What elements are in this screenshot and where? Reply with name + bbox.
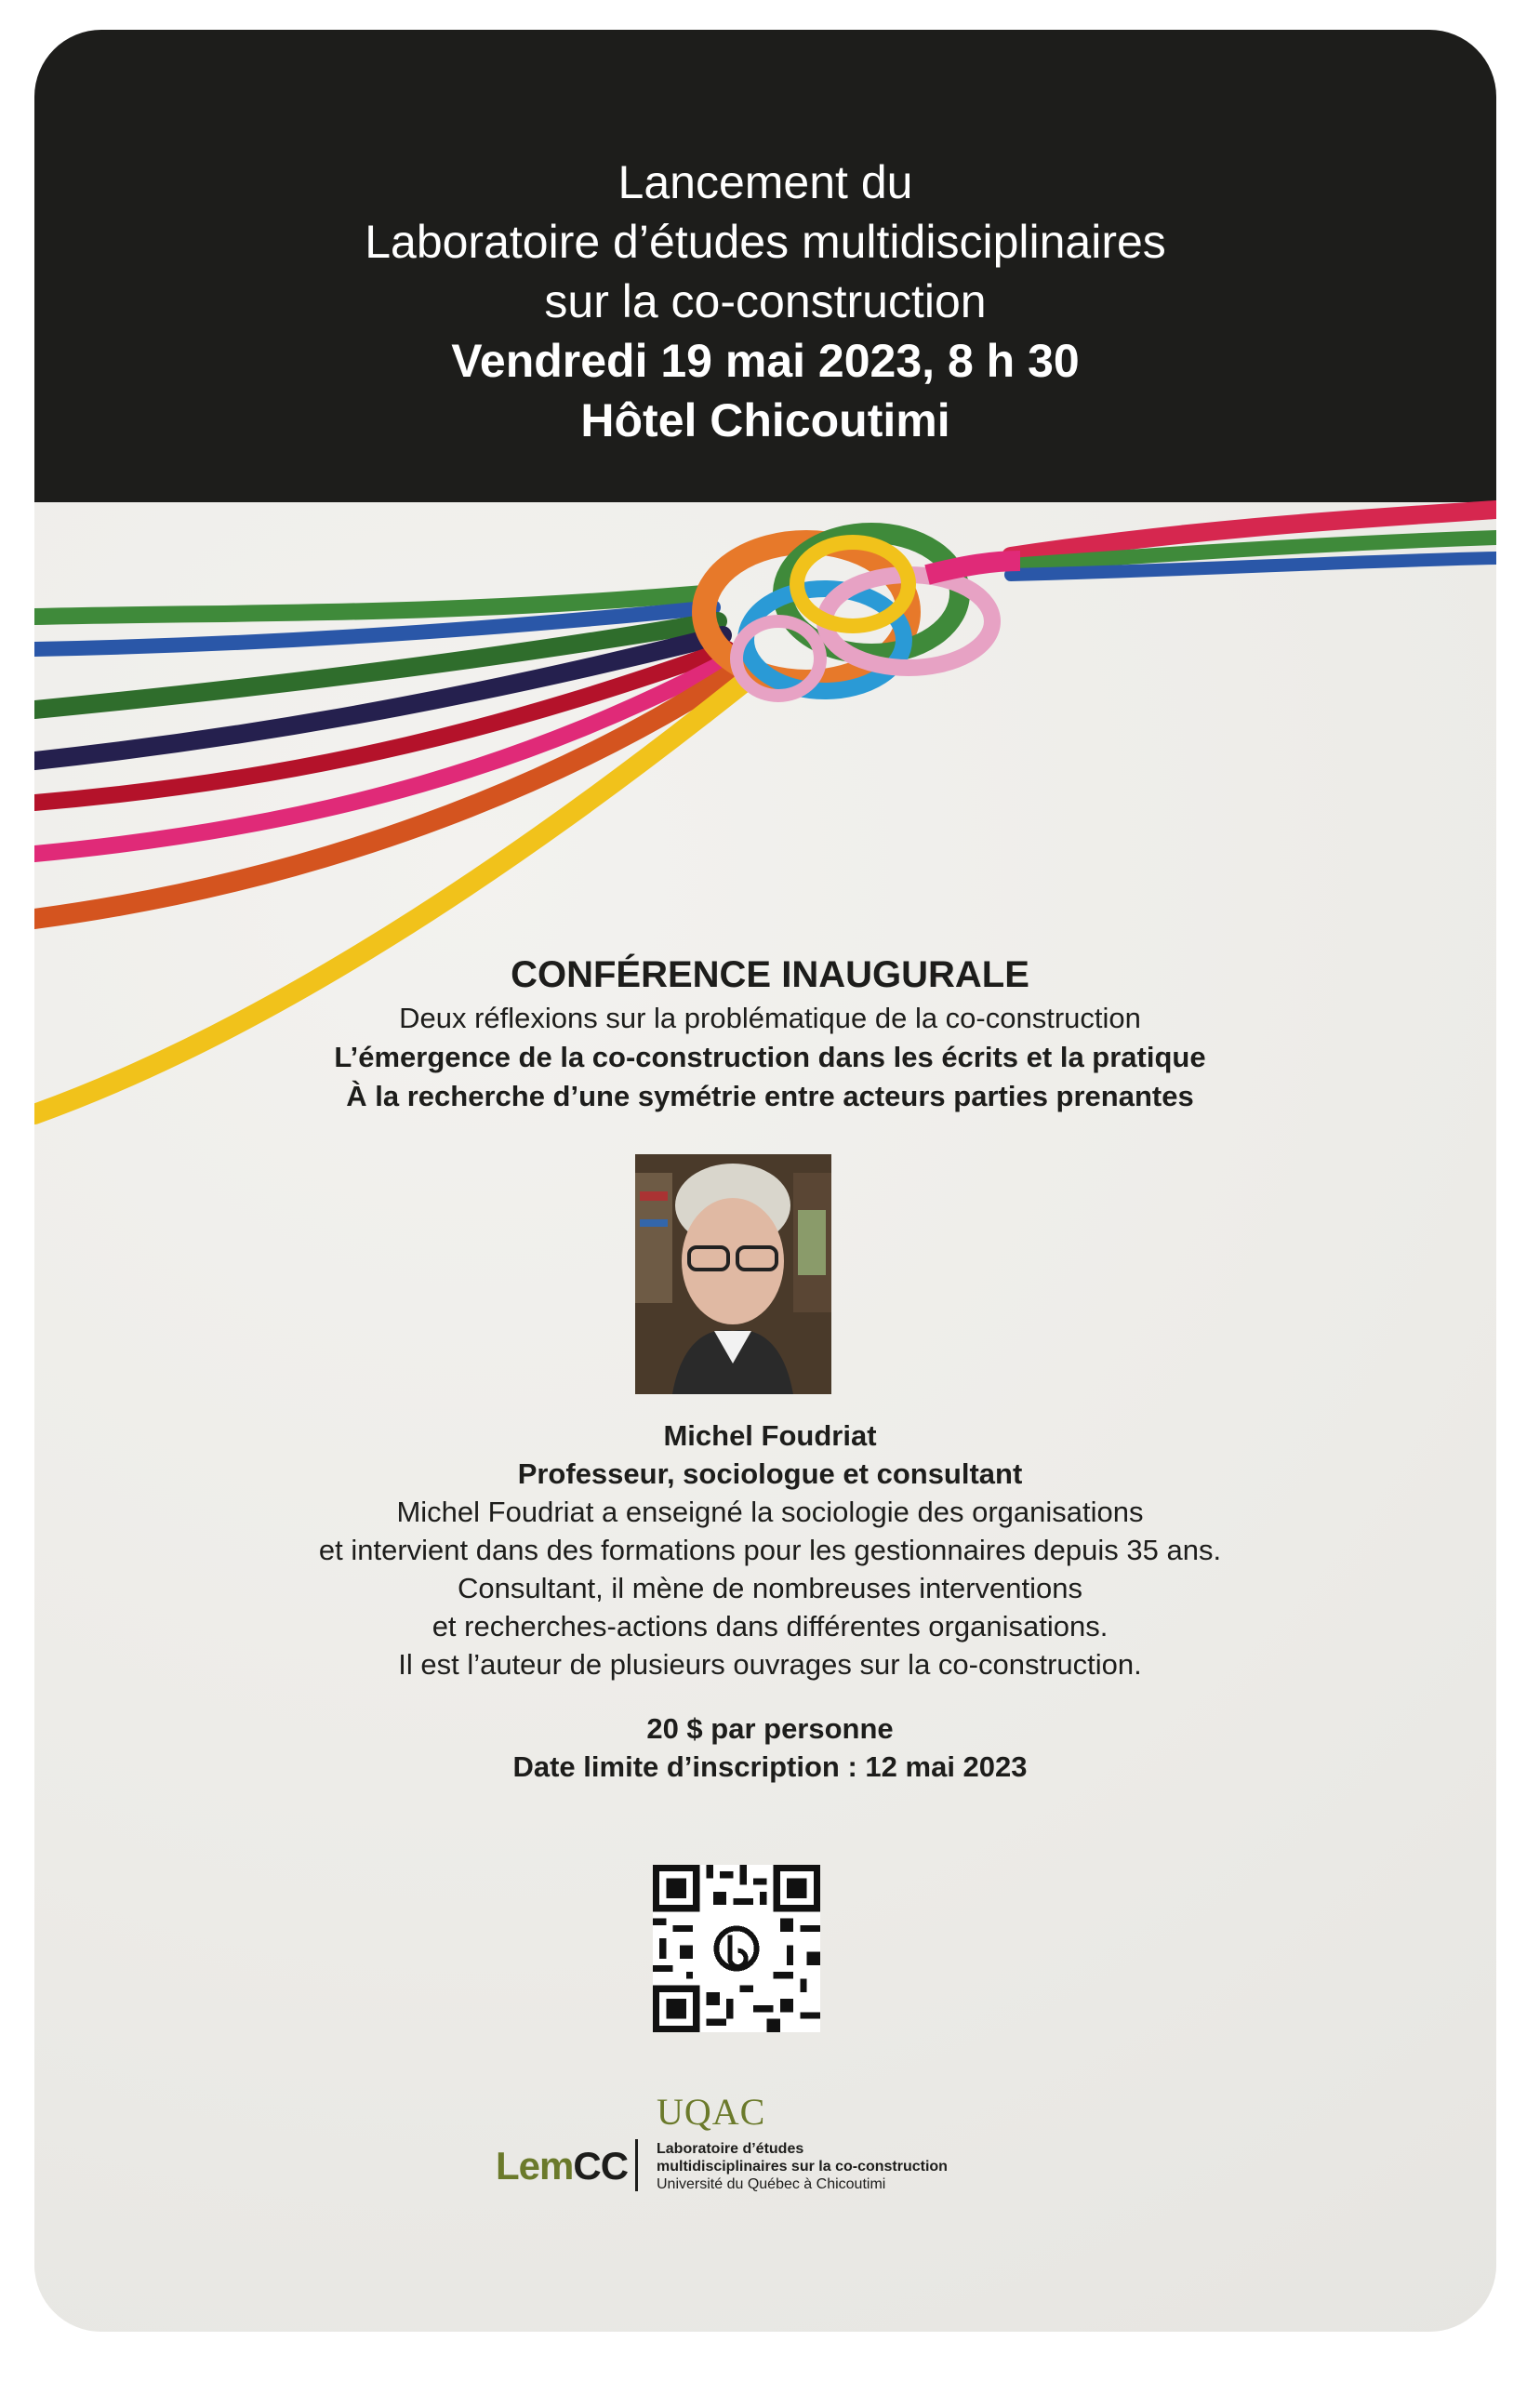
conference-topic-2: À la recherche d’une symétrie entre acteurs parties prenantes: [346, 1080, 1194, 1112]
speaker-photo: [635, 1154, 831, 1394]
deadline-text: Date limite d’inscription : 12 mai 2023: [512, 1750, 1028, 1783]
header-line-1: Lancement du: [617, 156, 913, 208]
header-band: [34, 30, 1496, 502]
logo-divider: [635, 2139, 638, 2191]
speaker-name: Michel Foudriat: [663, 1419, 877, 1452]
speaker-role: Professeur, sociologue et consultant: [517, 1457, 1023, 1490]
lemcc-logo: [496, 2144, 628, 2188]
conference-title: CONFÉRENCE INAUGURALE: [511, 954, 1029, 995]
speaker-bio-line: Consultant, il mène de nombreuses interventions: [457, 1572, 1083, 1604]
conference-subtitle: Deux réflexions sur la problématique de la co-construction: [399, 1002, 1141, 1034]
lab-name-line-2: multidisciplinaires sur la co-construction: [657, 2159, 948, 2175]
event-place: Hôtel Chicoutimi: [580, 394, 950, 446]
speaker-bio-line: et recherches-actions dans différentes organisations.: [431, 1610, 1109, 1643]
speaker-bio-line: et intervient dans des formations pour les gestionnaires depuis 35 ans.: [318, 1534, 1222, 1566]
speaker-bio-line: Il est l’auteur de plusieurs ouvrages sur la co-construction.: [398, 1648, 1142, 1681]
conference-section: [0, 951, 1540, 1116]
uqac-logo: UQAC: [657, 2091, 766, 2133]
conference-topic-1: L’émergence de la co-construction dans les écrits et la pratique: [334, 1041, 1206, 1073]
lab-name-block: [657, 2140, 948, 2193]
lemcc-logo-cc: CC: [573, 2144, 629, 2188]
university-name: Université du Québec à Chicoutimi: [657, 2176, 886, 2192]
event-date: Vendredi 19 mai 2023, 8 h 30: [451, 335, 1080, 387]
header-line-3: sur la co-construction: [544, 275, 987, 327]
registration-section: [0, 1709, 1540, 1786]
lemcc-logo-lem: Lem: [496, 2144, 574, 2188]
qr-code[interactable]: [653, 1865, 820, 2032]
price-text: 20 $ par personne: [646, 1712, 894, 1745]
header-line-2: Laboratoire d’études multidisciplinaires: [365, 216, 1166, 268]
speaker-bio-line: Michel Foudriat a enseigné la sociologie des organisations: [396, 1496, 1144, 1528]
speaker-section: [0, 1417, 1540, 1683]
lab-name-line-1: Laboratoire d’études: [657, 2141, 804, 2157]
